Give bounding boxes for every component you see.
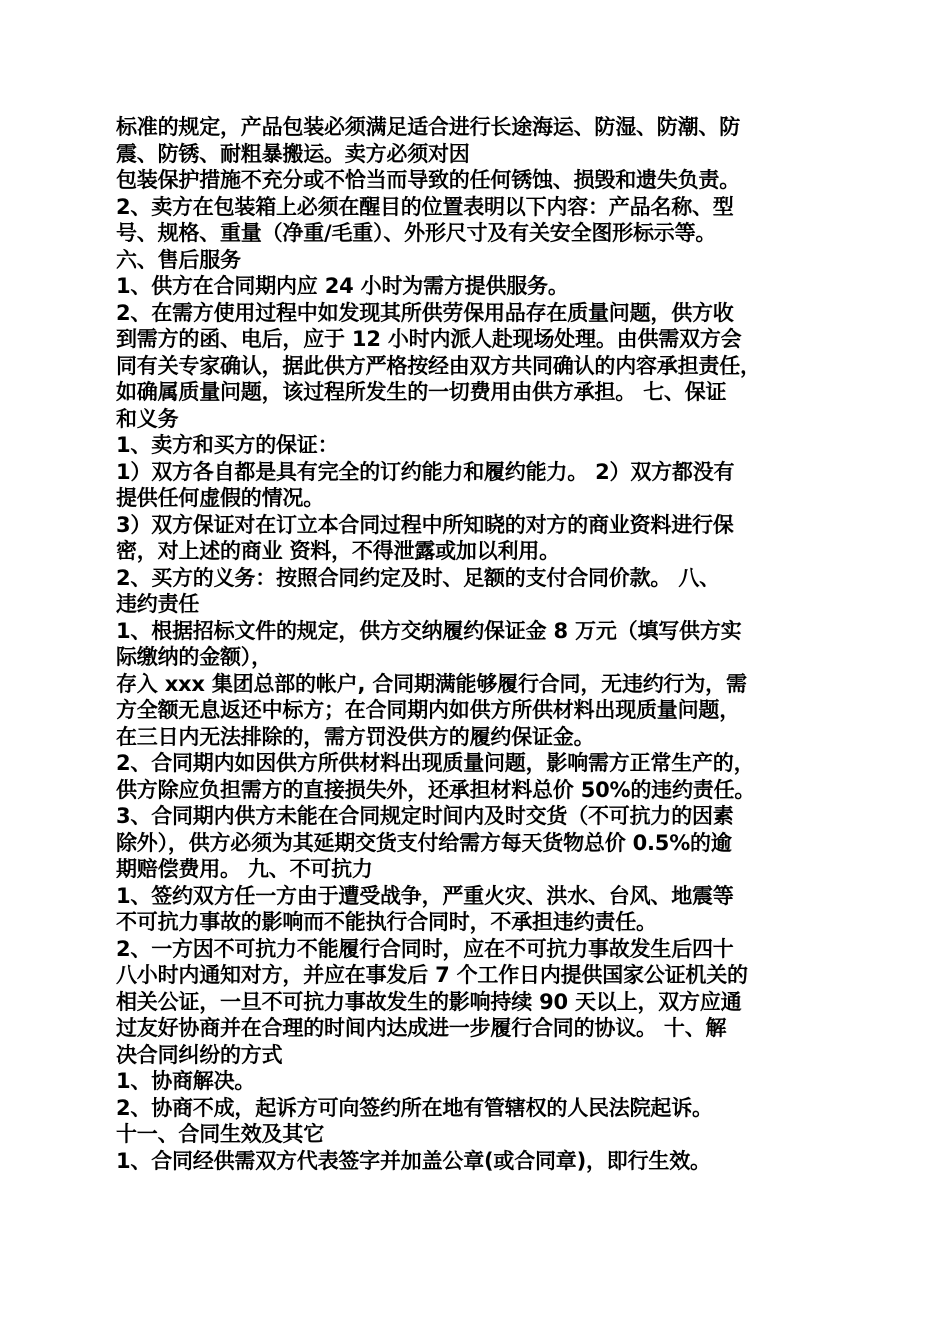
text-line: 提供任何虚假的情况。 [116,486,324,510]
text-line: 六、售后服务 [116,247,241,272]
text-line: 八小时内通知对方，并应在事发后 7 个工作日内提供国家公证机关的 [116,963,748,987]
text-line: 期赔偿费用。 九、不可抗力 [116,857,373,881]
text-line: 1、签约双方任一方由于遭受战争，严重火灾、洪水、台风、地震等 [116,883,734,908]
text-line: 1）双方各自都是具有完全的订约能力和履约能力。 2）双方都没有 [116,459,735,484]
text-line: 和义务 [116,406,179,431]
text-line: 决合同纠纷的方式 [116,1042,283,1067]
text-line: 相关公证，一旦不可抗力事故发生的影响持续 90 天以上，双方应通 [116,989,742,1014]
text-line: 1、供方在合同期内应 24 小时为需方提供服务。 [116,274,569,298]
text-line: 包装保护措施不充分或不恰当而导致的任何锈蚀、损毁和遗失负责。 [116,168,740,192]
text-line: 2、在需方使用过程中如发现其所供劳保用品存在质量问题，供方收 [116,300,734,325]
text-line: 存入 xxx 集团总部的帐户, 合同期满能够履行合同，无违约行为，需 [116,671,747,696]
text-line: 违约责任 [116,592,200,616]
text-line: 震、防锈、耐粗暴搬运。卖方必须对因 [116,141,470,166]
text-line: 2、协商不成，起诉方可向签约所在地有管辖权的人民法院起诉。 [116,1095,713,1120]
text-line: 际缴纳的金额）， [116,645,272,669]
text-line: 1、合同经供需双方代表签字并加盖公章(或合同章)，即行生效。 [116,1148,711,1173]
text-line: 十一、合同生效及其它 [116,1122,324,1146]
text-line: 方全额无息返还中标方；在合同期内如供方所供材料出现质量问题， [116,698,740,722]
text-line: 3）双方保证对在订立本合同过程中所知晓的对方的商业资料进行保 [116,512,734,537]
text-line: 1、协商解决。 [116,1069,256,1093]
text-line: 1、卖方和买方的保证： [116,433,339,457]
text-line: 2、合同期内如因供方所供材料出现质量问题，影响需方正常生产的， [116,751,755,775]
text-line: 1、根据招标文件的规定，供方交纳履约保证金 8 万元（填写供方实 [116,618,742,643]
text-line: 2、卖方在包装箱上必须在醒目的位置表明以下内容：产品名称、型 [116,194,734,219]
text-line: 如确属质量问题，该过程所发生的一切费用由供方承担。 七、保证 [116,380,727,404]
text-line: 供方除应负担需方的直接损失外，还承担材料总价 50%的违约责任。 [116,777,756,802]
contract-body-text [116,114,841,1174]
text-line: 在三日内无法排除的，需方罚没供方的履约保证金。 [116,724,595,749]
text-line: 密，对上述的商业 资料，不得泄露或加以利用。 [116,539,560,563]
text-line: 到需方的函、电后，应于 12 小时内派人赴现场处理。由供需双方会 [116,327,742,351]
text-line: 号、规格、重量（净重/毛重）、外形尺寸及有关安全图形标示等。 [116,221,717,245]
text-line: 过友好协商并在合理的时间内达成进一步履行合同的协议。 十、解 [116,1016,727,1040]
text-line: 同有关专家确认，据此供方严格按经由双方共同确认的内容承担责任， [116,353,761,378]
text-line: 标准的规定，产品包装必须满足适合进行长途海运、防湿、防潮、防 [116,115,740,139]
text-line: 除外），供方必须为其延期交货支付给需方每天货物总价 0.5%的逾 [116,830,732,855]
text-line: 3、合同期内供方未能在合同规定时间内及时交货（不可抗力的因素 [116,804,734,828]
text-line: 2、买方的义务：按照合同约定及时、足额的支付合同价款。 八、 [116,565,720,590]
text-line: 2、一方因不可抗力不能履行合同时，应在不可抗力事故发生后四十 [116,936,734,961]
text-line: 不可抗力事故的影响而不能执行合同时，不承担违约责任。 [116,910,657,934]
